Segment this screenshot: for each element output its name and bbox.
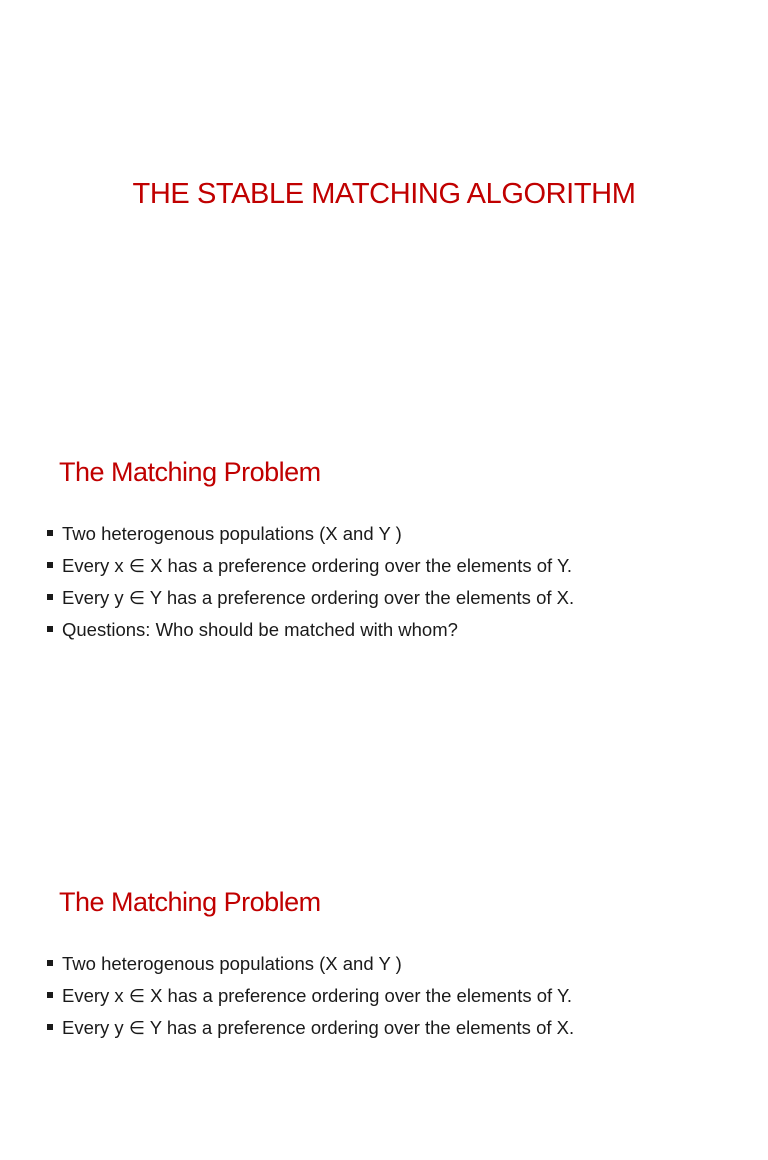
bullet-item xyxy=(47,518,574,550)
bullet-text: Questions: Who should be matched with whom? xyxy=(62,619,458,640)
slide-heading: The Matching Problem xyxy=(59,457,321,487)
square-bullet-icon xyxy=(47,594,53,600)
bullet-text: Every x ∈ X has a preference ordering over the elements of Y. xyxy=(62,985,573,1006)
slide-matching-problem-1 xyxy=(0,430,768,860)
bullet-list xyxy=(47,518,574,646)
bullet-item xyxy=(47,1012,574,1044)
bullet-item xyxy=(47,948,574,980)
bullet-item xyxy=(47,582,574,614)
bullet-text: Two heterogenous populations (X and Y ) xyxy=(62,523,402,544)
slide-matching-problem-2 xyxy=(0,860,768,1160)
square-bullet-icon xyxy=(47,530,53,536)
bullet-text: Every y ∈ Y has a preference ordering over the elements of X. xyxy=(62,1017,575,1038)
square-bullet-icon xyxy=(47,562,53,568)
bullet-text: Every x ∈ X has a preference ordering over the elements of Y. xyxy=(62,555,573,576)
bullet-item xyxy=(47,980,574,1012)
bullet-item xyxy=(47,614,574,646)
presentation-title: THE STABLE MATCHING ALGORITHM xyxy=(132,178,636,210)
bullet-list xyxy=(47,948,574,1044)
bullet-text: Every y ∈ Y has a preference ordering over the elements of X. xyxy=(62,587,575,608)
slide-heading: The Matching Problem xyxy=(59,887,321,917)
title-slide xyxy=(0,0,768,430)
square-bullet-icon xyxy=(47,1024,53,1030)
square-bullet-icon xyxy=(47,960,53,966)
bullet-item xyxy=(47,550,574,582)
square-bullet-icon xyxy=(47,992,53,998)
bullet-text: Two heterogenous populations (X and Y ) xyxy=(62,953,402,974)
square-bullet-icon xyxy=(47,626,53,632)
